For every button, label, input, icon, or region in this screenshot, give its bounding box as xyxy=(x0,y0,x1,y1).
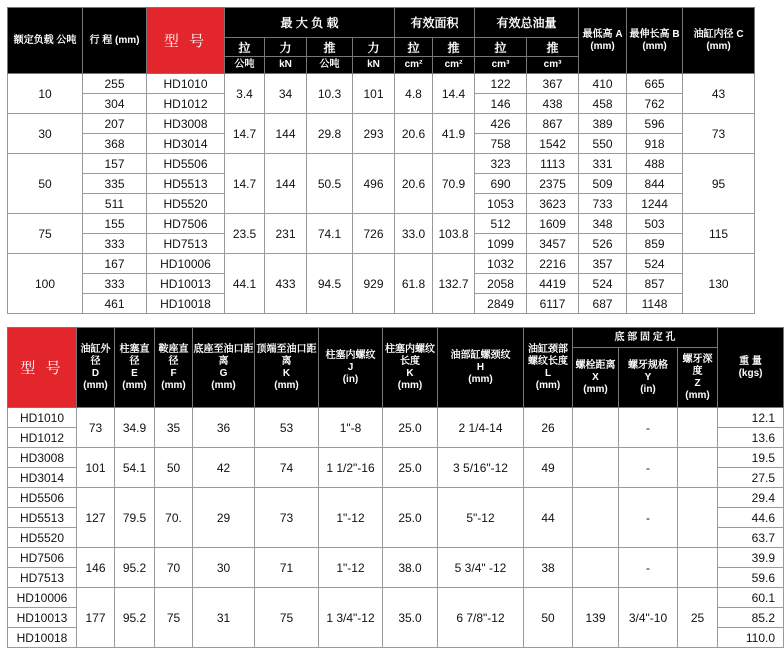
model-cell: HD10006 xyxy=(8,588,77,608)
g-cell: 42 xyxy=(193,448,255,488)
h-cell: 6 7/8"-12 xyxy=(438,588,524,648)
k2-cell: 25.0 xyxy=(383,488,438,548)
header-area-push: 推 xyxy=(433,38,475,57)
header-area-pull: 拉 xyxy=(395,38,433,57)
oil-pull-cell: 2849 xyxy=(475,294,527,314)
max-length-cell: 524 xyxy=(627,254,683,274)
rated-load-cell: 100 xyxy=(8,254,83,314)
oil-push-cell: 438 xyxy=(527,94,579,114)
h-cell: 3 5/16"-12 xyxy=(438,448,524,488)
x-cell: 139 xyxy=(573,588,619,648)
d-cell: 101 xyxy=(77,448,115,488)
unit-cm3: cm³ xyxy=(527,57,579,74)
header-g: 底座至油口距离 G (mm) xyxy=(193,328,255,408)
header-effective-area: 有效面积 xyxy=(395,8,475,38)
push-kn-cell: 496 xyxy=(353,154,395,214)
d-cell: 127 xyxy=(77,488,115,548)
unit-cm2: cm² xyxy=(395,57,433,74)
header-l: 油缸颈部螺纹长度 L (mm) xyxy=(524,328,573,408)
oil-push-cell: 2375 xyxy=(527,174,579,194)
stroke-cell: 511 xyxy=(83,194,147,214)
max-length-cell: 1244 xyxy=(627,194,683,214)
specs-table-dimensions-body xyxy=(8,408,784,648)
push-ton-cell: 50.5 xyxy=(307,154,353,214)
area-pull-cell: 61.8 xyxy=(395,254,433,314)
z-cell xyxy=(678,548,718,588)
min-height-cell: 524 xyxy=(579,274,627,294)
max-length-cell: 918 xyxy=(627,134,683,154)
j-cell: 1 3/4"-12 xyxy=(319,588,383,648)
pull-ton-cell: 44.1 xyxy=(225,254,265,314)
push-kn-cell: 101 xyxy=(353,74,395,114)
min-height-cell: 458 xyxy=(579,94,627,114)
max-length-cell: 1148 xyxy=(627,294,683,314)
stroke-cell: 255 xyxy=(83,74,147,94)
weight-cell: 63.7 xyxy=(718,528,784,548)
d-cell: 146 xyxy=(77,548,115,588)
area-push-cell: 103.8 xyxy=(433,214,475,254)
model-cell: HD7506 xyxy=(8,548,77,568)
table-row xyxy=(8,408,784,428)
model-cell: HD3008 xyxy=(147,114,225,134)
d-cell: 177 xyxy=(77,588,115,648)
model-cell: HD3014 xyxy=(147,134,225,154)
header-model: 型 号 xyxy=(8,328,77,408)
l-cell: 44 xyxy=(524,488,573,548)
e-cell: 95.2 xyxy=(115,548,155,588)
unit-cm2: cm² xyxy=(433,57,475,74)
max-length-cell: 488 xyxy=(627,154,683,174)
stroke-cell: 304 xyxy=(83,94,147,114)
pull-ton-cell: 14.7 xyxy=(225,154,265,214)
header-force: 力 xyxy=(265,38,307,57)
min-height-cell: 550 xyxy=(579,134,627,154)
specs-table-dimensions xyxy=(7,327,784,648)
model-cell: HD10006 xyxy=(147,254,225,274)
cylinder-id-cell: 115 xyxy=(683,214,755,254)
l-cell: 49 xyxy=(524,448,573,488)
z-cell xyxy=(678,448,718,488)
oil-push-cell: 3457 xyxy=(527,234,579,254)
weight-cell: 110.0 xyxy=(718,628,784,648)
oil-pull-cell: 1053 xyxy=(475,194,527,214)
model-cell: HD1010 xyxy=(147,74,225,94)
model-cell: HD5506 xyxy=(147,154,225,174)
model-cell: HD7513 xyxy=(8,568,77,588)
h-cell: 5"-12 xyxy=(438,488,524,548)
g-cell: 31 xyxy=(193,588,255,648)
oil-pull-cell: 323 xyxy=(475,154,527,174)
stroke-cell: 157 xyxy=(83,154,147,174)
z-cell: 25 xyxy=(678,588,718,648)
j-cell: 1"-8 xyxy=(319,408,383,448)
header-pull: 拉 xyxy=(225,38,265,57)
cylinder-id-cell: 73 xyxy=(683,114,755,154)
model-cell: HD1012 xyxy=(8,428,77,448)
max-length-cell: 503 xyxy=(627,214,683,234)
pull-kn-cell: 231 xyxy=(265,214,307,254)
header-y: 螺牙规格 Y (in) xyxy=(619,348,678,408)
pull-ton-cell: 3.4 xyxy=(225,74,265,114)
g-cell: 36 xyxy=(193,408,255,448)
weight-cell: 85.2 xyxy=(718,608,784,628)
header-j: 柱塞内螺纹 J (in) xyxy=(319,328,383,408)
weight-cell: 19.5 xyxy=(718,448,784,468)
x-cell xyxy=(573,488,619,548)
oil-pull-cell: 758 xyxy=(475,134,527,154)
j-cell: 1"-12 xyxy=(319,548,383,588)
max-length-cell: 596 xyxy=(627,114,683,134)
x-cell xyxy=(573,548,619,588)
push-kn-cell: 726 xyxy=(353,214,395,254)
y-cell: - xyxy=(619,408,678,448)
oil-push-cell: 3623 xyxy=(527,194,579,214)
max-length-cell: 859 xyxy=(627,234,683,254)
oil-push-cell: 1113 xyxy=(527,154,579,174)
table-row xyxy=(8,588,784,608)
oil-push-cell: 6117 xyxy=(527,294,579,314)
specs-table-load-body xyxy=(8,74,755,314)
k1-cell: 73 xyxy=(255,488,319,548)
stroke-cell: 333 xyxy=(83,274,147,294)
header-min-height: 最低高 A (mm) xyxy=(579,8,627,74)
table-row xyxy=(8,74,755,94)
x-cell xyxy=(573,408,619,448)
min-height-cell: 331 xyxy=(579,154,627,174)
f-cell: 75 xyxy=(155,588,193,648)
min-height-cell: 526 xyxy=(579,234,627,254)
model-cell: HD3008 xyxy=(8,448,77,468)
oil-pull-cell: 1099 xyxy=(475,234,527,254)
min-height-cell: 687 xyxy=(579,294,627,314)
f-cell: 35 xyxy=(155,408,193,448)
header-max-load: 最 大 负 载 xyxy=(225,8,395,38)
area-push-cell: 14.4 xyxy=(433,74,475,114)
model-cell: HD1010 xyxy=(8,408,77,428)
e-cell: 79.5 xyxy=(115,488,155,548)
y-cell: 3/4"-10 xyxy=(619,588,678,648)
unit-ton: 公吨 xyxy=(307,57,353,74)
rated-load-cell: 10 xyxy=(8,74,83,114)
table-row xyxy=(8,214,755,234)
oil-pull-cell: 146 xyxy=(475,94,527,114)
g-cell: 29 xyxy=(193,488,255,548)
weight-cell: 29.4 xyxy=(718,488,784,508)
header-weight: 重 量 (kgs) xyxy=(718,328,784,408)
table-row xyxy=(8,548,784,568)
pull-kn-cell: 34 xyxy=(265,74,307,114)
y-cell: - xyxy=(619,488,678,548)
area-pull-cell: 33.0 xyxy=(395,214,433,254)
table-row xyxy=(8,448,784,468)
stroke-cell: 167 xyxy=(83,254,147,274)
weight-cell: 13.6 xyxy=(718,428,784,448)
y-cell: - xyxy=(619,448,678,488)
area-push-cell: 70.9 xyxy=(433,154,475,214)
push-ton-cell: 94.5 xyxy=(307,254,353,314)
specs-table-load xyxy=(7,7,755,314)
k2-cell: 35.0 xyxy=(383,588,438,648)
oil-pull-cell: 2058 xyxy=(475,274,527,294)
pull-kn-cell: 144 xyxy=(265,154,307,214)
model-cell: HD5513 xyxy=(8,508,77,528)
max-length-cell: 762 xyxy=(627,94,683,114)
f-cell: 50 xyxy=(155,448,193,488)
weight-cell: 12.1 xyxy=(718,408,784,428)
push-kn-cell: 929 xyxy=(353,254,395,314)
h-cell: 5 3/4" -12 xyxy=(438,548,524,588)
header-z: 螺牙深度 Z (mm) xyxy=(678,348,718,408)
l-cell: 38 xyxy=(524,548,573,588)
push-ton-cell: 10.3 xyxy=(307,74,353,114)
oil-pull-cell: 512 xyxy=(475,214,527,234)
stroke-cell: 333 xyxy=(83,234,147,254)
k1-cell: 74 xyxy=(255,448,319,488)
oil-pull-cell: 426 xyxy=(475,114,527,134)
unit-kn: kN xyxy=(353,57,395,74)
stroke-cell: 335 xyxy=(83,174,147,194)
oil-push-cell: 1542 xyxy=(527,134,579,154)
d-cell: 73 xyxy=(77,408,115,448)
weight-cell: 59.6 xyxy=(718,568,784,588)
f-cell: 70. xyxy=(155,488,193,548)
k2-cell: 25.0 xyxy=(383,408,438,448)
header-oil-pull: 拉 xyxy=(475,38,527,57)
unit-cm3: cm³ xyxy=(475,57,527,74)
table-row xyxy=(8,254,755,274)
push-ton-cell: 29.8 xyxy=(307,114,353,154)
min-height-cell: 348 xyxy=(579,214,627,234)
model-cell: HD5513 xyxy=(147,174,225,194)
cylinder-id-cell: 43 xyxy=(683,74,755,114)
oil-push-cell: 1609 xyxy=(527,214,579,234)
g-cell: 30 xyxy=(193,548,255,588)
j-cell: 1"-12 xyxy=(319,488,383,548)
min-height-cell: 389 xyxy=(579,114,627,134)
e-cell: 95.2 xyxy=(115,588,155,648)
k2-cell: 38.0 xyxy=(383,548,438,588)
model-cell: HD5520 xyxy=(8,528,77,548)
k1-cell: 53 xyxy=(255,408,319,448)
max-length-cell: 844 xyxy=(627,174,683,194)
model-cell: HD10013 xyxy=(147,274,225,294)
rated-load-cell: 30 xyxy=(8,114,83,154)
oil-pull-cell: 122 xyxy=(475,74,527,94)
header-f: 鞍座直径 F (mm) xyxy=(155,328,193,408)
model-cell: HD5520 xyxy=(147,194,225,214)
header-max-length: 最伸长高 B (mm) xyxy=(627,8,683,74)
header-push: 推 xyxy=(307,38,353,57)
model-cell: HD1012 xyxy=(147,94,225,114)
stroke-cell: 207 xyxy=(83,114,147,134)
table-row xyxy=(8,488,784,508)
oil-pull-cell: 1032 xyxy=(475,254,527,274)
unit-ton: 公吨 xyxy=(225,57,265,74)
cylinder-id-cell: 95 xyxy=(683,154,755,214)
min-height-cell: 733 xyxy=(579,194,627,214)
stroke-cell: 461 xyxy=(83,294,147,314)
header-h: 油部缸螺颈纹 H (mm) xyxy=(438,328,524,408)
weight-cell: 27.5 xyxy=(718,468,784,488)
header-rated-load: 额定负载 公吨 xyxy=(8,8,83,74)
stroke-cell: 368 xyxy=(83,134,147,154)
header-oil-push: 推 xyxy=(527,38,579,57)
header-model: 型 号 xyxy=(147,8,225,74)
area-push-cell: 132.7 xyxy=(433,254,475,314)
header-k1: 顶端至油口距离 K (mm) xyxy=(255,328,319,408)
header-base-mount: 底 部 固 定 孔 xyxy=(573,328,718,348)
pull-ton-cell: 23.5 xyxy=(225,214,265,254)
area-pull-cell: 20.6 xyxy=(395,154,433,214)
push-ton-cell: 74.1 xyxy=(307,214,353,254)
header-k2: 柱塞内螺纹长度 K (mm) xyxy=(383,328,438,408)
header-stroke: 行 程 (mm) xyxy=(83,8,147,74)
header-e: 柱塞直径 E (mm) xyxy=(115,328,155,408)
header-force: 力 xyxy=(353,38,395,57)
f-cell: 70 xyxy=(155,548,193,588)
max-length-cell: 665 xyxy=(627,74,683,94)
model-cell: HD5506 xyxy=(8,488,77,508)
y-cell: - xyxy=(619,548,678,588)
weight-cell: 39.9 xyxy=(718,548,784,568)
min-height-cell: 357 xyxy=(579,254,627,274)
model-cell: HD10013 xyxy=(8,608,77,628)
rated-load-cell: 75 xyxy=(8,214,83,254)
weight-cell: 44.6 xyxy=(718,508,784,528)
weight-cell: 60.1 xyxy=(718,588,784,608)
model-cell: HD10018 xyxy=(147,294,225,314)
header-x: 螺栓距离 X (mm) xyxy=(573,348,619,408)
cylinder-id-cell: 130 xyxy=(683,254,755,314)
header-effective-oil: 有效总油量 xyxy=(475,8,579,38)
model-cell: HD10018 xyxy=(8,628,77,648)
l-cell: 26 xyxy=(524,408,573,448)
stroke-cell: 155 xyxy=(83,214,147,234)
k1-cell: 71 xyxy=(255,548,319,588)
area-pull-cell: 4.8 xyxy=(395,74,433,114)
model-cell: HD7513 xyxy=(147,234,225,254)
pull-kn-cell: 433 xyxy=(265,254,307,314)
min-height-cell: 509 xyxy=(579,174,627,194)
header-d: 油缸外径 D (mm) xyxy=(77,328,115,408)
unit-kn: kN xyxy=(265,57,307,74)
k1-cell: 75 xyxy=(255,588,319,648)
table-row xyxy=(8,114,755,134)
oil-push-cell: 367 xyxy=(527,74,579,94)
e-cell: 34.9 xyxy=(115,408,155,448)
j-cell: 1 1/2"-16 xyxy=(319,448,383,488)
h-cell: 2 1/4-14 xyxy=(438,408,524,448)
x-cell xyxy=(573,448,619,488)
pull-ton-cell: 14.7 xyxy=(225,114,265,154)
l-cell: 50 xyxy=(524,588,573,648)
k2-cell: 25.0 xyxy=(383,448,438,488)
oil-pull-cell: 690 xyxy=(475,174,527,194)
model-cell: HD7506 xyxy=(147,214,225,234)
push-kn-cell: 293 xyxy=(353,114,395,154)
max-length-cell: 857 xyxy=(627,274,683,294)
rated-load-cell: 50 xyxy=(8,154,83,214)
pull-kn-cell: 144 xyxy=(265,114,307,154)
oil-push-cell: 2216 xyxy=(527,254,579,274)
min-height-cell: 410 xyxy=(579,74,627,94)
table-row xyxy=(8,154,755,174)
area-push-cell: 41.9 xyxy=(433,114,475,154)
oil-push-cell: 867 xyxy=(527,114,579,134)
z-cell xyxy=(678,488,718,548)
model-cell: HD3014 xyxy=(8,468,77,488)
oil-push-cell: 4419 xyxy=(527,274,579,294)
e-cell: 54.1 xyxy=(115,448,155,488)
z-cell xyxy=(678,408,718,448)
header-cylinder-id: 油缸内径 C (mm) xyxy=(683,8,755,74)
area-pull-cell: 20.6 xyxy=(395,114,433,154)
